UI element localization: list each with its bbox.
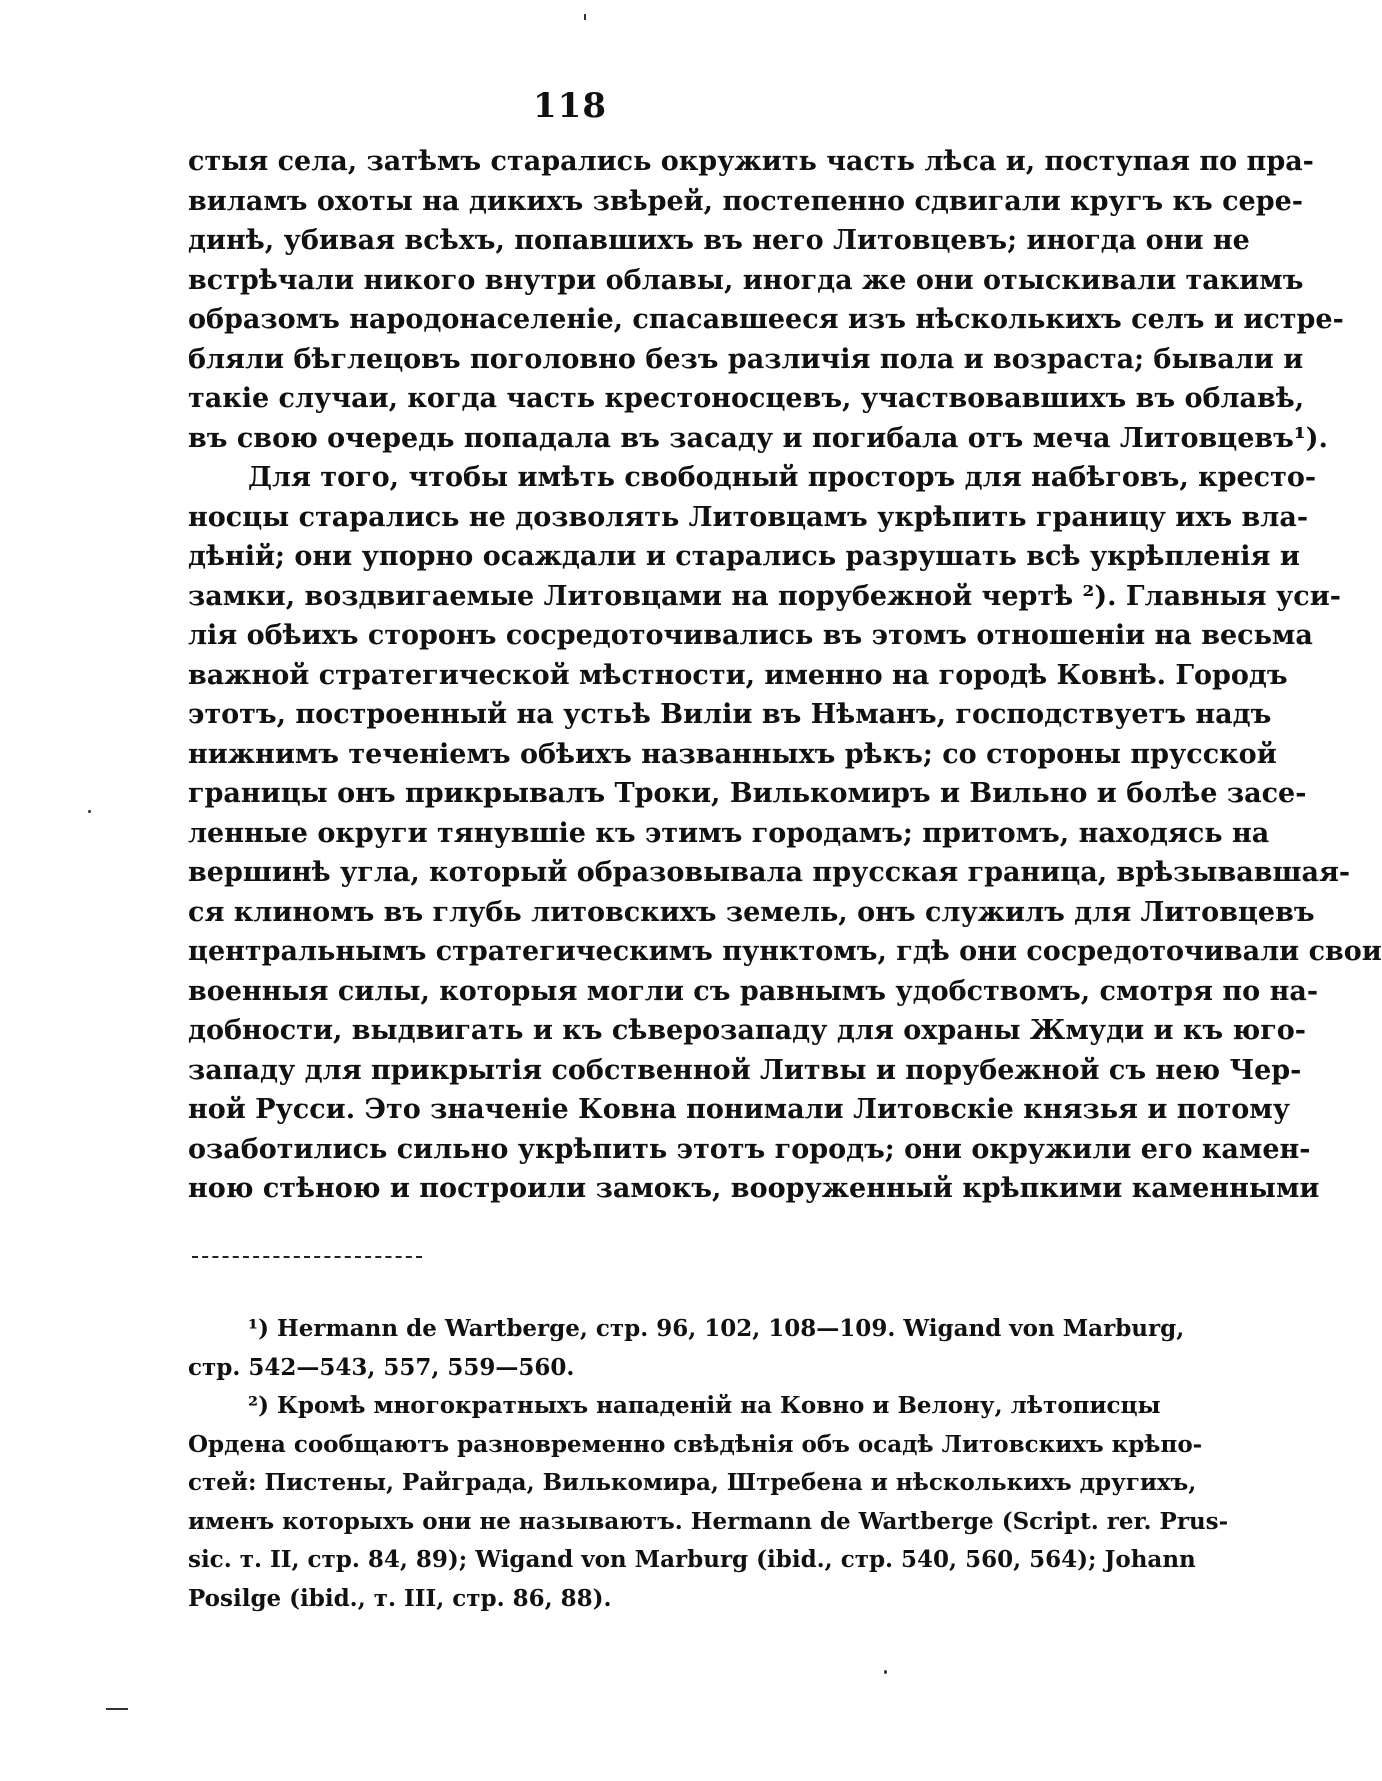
body-line: носцы старались не дозволять Литовцамъ укрѣпить границу ихъ вла-	[188, 501, 1309, 533]
body-line: озаботились сильно укрѣпить этотъ городъ; они окружили его камен-	[188, 1133, 1311, 1165]
body-line: ною стѣною и построили замокъ, вооруженный крѣпкими каменными	[188, 1173, 1320, 1204]
body-line: важной стратегической мѣстности, именно на городѣ Ковнѣ. Городъ	[188, 659, 1288, 691]
body-line: военныя силы, которыя могли съ равнымъ удобствомъ, смотря по на-	[188, 975, 1319, 1007]
footnote-line: ¹) Hermann de Wartberge, стр. 96, 102, 108—109. Wigand von Marburg,	[248, 1315, 1185, 1342]
body-line: Для того, чтобы имѣть свободный просторъ для набѣговъ, кресто-	[248, 462, 1317, 493]
body-line: нижнимъ теченіемъ обѣихъ названныхъ рѣкъ; со стороны прусской	[188, 738, 1277, 770]
body-line: динѣ, убивая всѣхъ, попавшихъ въ него Литовцевъ; иногда они не	[188, 225, 1250, 256]
body-line: стыя села, затѣмъ старались окружить часть лѣса и, поступая по пра-	[188, 146, 1314, 177]
footnote-separator	[192, 1256, 422, 1258]
footnote-line: Ордена сообщаютъ разновременно свѣдѣнія объ осадѣ Литовскихъ крѣпо-	[188, 1430, 1203, 1458]
body-line: такіе случаи, когда часть крестоносцевъ, участвовавшихъ въ облавѣ,	[188, 383, 1305, 414]
body-line: ленные округи тянувшіе къ этимъ городамъ; притомъ, находясь на	[188, 817, 1270, 849]
body-line: ся клиномъ въ глубь литовскихъ земель, онъ служилъ для Литовцевъ	[188, 896, 1315, 928]
body-line: центральнымъ стратегическимъ пунктомъ, гдѣ они сосредоточивали свои	[188, 936, 1382, 967]
body-line: замки, воздвигаемые Литовцами на порубежной чертѣ ²). Главныя уси-	[188, 580, 1341, 612]
scan-speck	[88, 810, 91, 813]
footnote-line: стей: Пистены, Райграда, Вилькомира, Штребена и нѣсколькихъ другихъ,	[188, 1469, 1197, 1496]
body-line: этотъ, построенный на устьѣ Виліи въ Нѣманъ, господствуетъ надъ	[188, 699, 1272, 730]
body-line: ной Русси. Это значеніе Ковна понимали Литовскіе князья и потому	[188, 1094, 1291, 1125]
body-line: западу для прикрытія собственной Литвы и порубежной съ нею Чер-	[188, 1054, 1302, 1086]
footnote-line: Posilge (ibid., т. III, стр. 86, 88).	[188, 1584, 612, 1612]
body-line: дѣній; они упорно осаждали и старались разрушать всѣ укрѣпленія и	[188, 541, 1300, 572]
scan-speck	[884, 1670, 887, 1674]
scan-speck	[106, 1708, 128, 1710]
footnote-line: ²) Кромѣ многократныхъ нападеній на Ковно и Велону, лѣтописцы	[248, 1392, 1161, 1419]
body-line: виламъ охоты на дикихъ звѣрей, постепенно сдвигали кругъ къ сере-	[188, 185, 1303, 217]
footnote-line: sic. т. II, стр. 84, 89); Wigand von Marburg (ibid., стр. 540, 560, 564); Johann	[188, 1546, 1196, 1573]
scan-speck	[584, 14, 586, 20]
body-line: добности, выдвигать и къ сѣверозападу для охраны Жмуди и къ юго-	[188, 1015, 1306, 1046]
body-line: образомъ народонаселеніе, спасавшееся изъ нѣсколькихъ селъ и истре-	[188, 304, 1344, 335]
body-line: бляли бѣглецовъ поголовно безъ различія пола и возраста; бывали и	[188, 343, 1304, 375]
body-line: границы онъ прикрывалъ Троки, Вилькомиръ и Вильно и болѣе засе-	[188, 778, 1307, 809]
page-number: 118	[533, 86, 607, 126]
body-line: вершинѣ угла, который образовывала прусская граница, врѣзывавшая-	[188, 857, 1351, 888]
footnotes	[188, 1310, 1229, 1618]
footnote-line: именъ которыхъ они не называютъ. Hermann de Wartberge (Script. rer. Prus-	[188, 1507, 1229, 1535]
body-text	[188, 142, 1382, 1209]
footnote-line: стр. 542—543, 557, 559—560.	[188, 1353, 575, 1381]
body-line: въ свою очередь попадала въ засаду и погибала отъ меча Литовцевъ¹).	[188, 422, 1328, 454]
body-line: лія обѣихъ сторонъ сосредоточивались въ этомъ отношеніи на весьма	[188, 620, 1313, 651]
body-line: встрѣчали никого внутри облавы, иногда же они отыскивали такимъ	[188, 264, 1304, 296]
